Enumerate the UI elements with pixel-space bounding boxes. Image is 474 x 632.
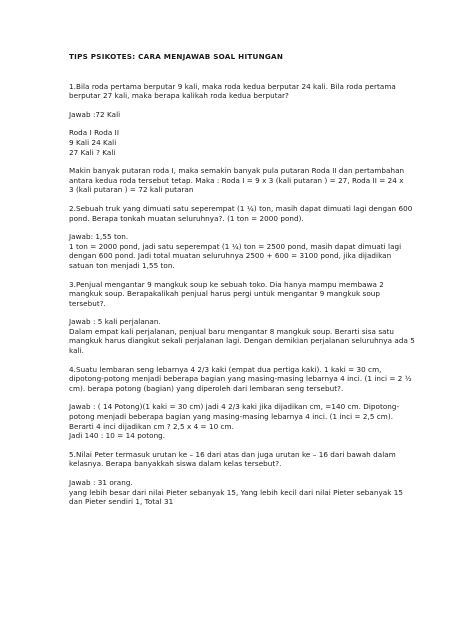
text-line: Jawab : 5 kali perjalanan. — [69, 317, 161, 327]
text-line: 2.Sebuah truk yang dimuati satu seperempat (1 ¼) ton, masih dapat dimuati lagi dengan 600 — [69, 203, 413, 213]
text-line: 1 ton = 2000 pond, jadi satu seperempat (1 ¼) ton = 2500 pond, masih dapat dimuati lagi — [69, 241, 402, 251]
text-line: Berarti 4 inci dijadikan cm ? 2,5 x 4 = 10 cm. — [69, 421, 234, 431]
text-line: satuan ton menjadi 1,55 ton. — [69, 260, 175, 270]
text-line: 3 (kali putaran ) = 72 kali putaran — [69, 185, 194, 195]
text-line: Dalam empat kali perjalanan, penjual baru mengantar 8 mangkuk soup. Berarti sisa satu — [69, 326, 395, 336]
paragraph — [69, 166, 421, 195]
text-line: Jadi 140 : 10 = 14 potong. — [69, 431, 166, 441]
text-line: 3.Penjual mengantar 9 mangkuk soup ke sebuah toko. Dia hanya mampu membawa 2 — [69, 279, 384, 289]
text-line: Roda I Roda II — [69, 128, 119, 138]
text-line: dengan 600 pond. Jadi total muatan seluruhnya 2500 + 600 = 3100 pond, jika dijadikan — [69, 251, 392, 261]
text-line: pond. Berapa tonkah muatan seluruhnya?. (1 ton = 2000 pond). — [69, 213, 304, 223]
text-line: berputar 27 kali, maka berapa kalikah roda kedua berputar? — [69, 91, 289, 101]
text-line: dan Pieter sendiri 1, Total 31 — [69, 497, 174, 507]
paragraph — [69, 110, 421, 120]
paragraph — [69, 280, 421, 309]
paragraph — [69, 478, 421, 507]
paragraph — [69, 128, 421, 157]
paragraph — [69, 402, 421, 440]
text-line: 5.Nilai Peter termasuk urutan ke – 16 dari atas dan juga urutan ke – 16 dari bawah dalam — [69, 449, 396, 459]
text-line: yang lebih besar dari nilai Pieter sebanyak 15, Yang lebih kecil dari nilai Pieter sebanyak 15 — [69, 487, 404, 497]
paragraph — [69, 232, 421, 270]
text-line: mangkuk soup. Berapakalikah penjual harus pergi untuk mengantar 9 mangkuk soup — [69, 289, 381, 299]
text-line: Jawab :72 Kali — [69, 109, 121, 119]
text-line: kelasnya. Berapa banyakkah siswa dalam kelas tersebut?. — [69, 459, 282, 469]
text-line: kali. — [69, 346, 84, 356]
document-body — [69, 82, 421, 507]
document-title: TIPS PSIKOTES: CARA MENJAWAB SOAL HITUNGAN — [69, 52, 284, 61]
paragraph — [69, 204, 421, 223]
text-line: 4.Suatu lembaran seng lebarnya 4 2/3 kaki (empat dua pertiga kaki). 1 kaki = 30 cm, — [69, 364, 382, 374]
text-line: cm). berapa potong (bagian) yang diperoleh dari lembaran seng tersebut?. — [69, 383, 344, 393]
text-line: tersebut?. — [69, 298, 106, 308]
text-line: 9 Kali 24 Kali — [69, 137, 117, 147]
paragraph — [69, 82, 421, 101]
text-line: 27 Kali ? Kali — [69, 147, 116, 157]
text-line: dipotong-potong menjadi beberapa bagian yang masing-masing lebarnya 4 inci. (1 inci = 2 ½ — [69, 374, 412, 384]
text-line: 1.Bila roda pertama berputar 9 kali, maka roda kedua berputar 24 kali. Bila roda pertama — [69, 81, 396, 91]
text-line: potong menjadi beberapa bagian yang masing-masing lebarnya 4 inci. (1 inci = 2,5 cm). — [69, 412, 394, 422]
text-line: Jawab: 1,55 ton. — [69, 232, 129, 242]
text-line: Jawab : 31 orang. — [69, 478, 133, 487]
document-page — [69, 52, 421, 516]
paragraph — [69, 317, 421, 355]
text-line: antara kedua roda tersebut tetap. Maka : Roda I = 9 x 3 (kali putaran ) = 27, Roda II = 24 x — [69, 175, 404, 185]
paragraph — [69, 450, 421, 469]
paragraph — [69, 365, 421, 394]
text-line: Jawab : ( 14 Potong)(1 kaki = 30 cm) jadi 4 2/3 kaki jika dijadikan cm, =140 cm. Dipotong- — [69, 402, 400, 412]
text-line: Makin banyak putaran roda I, maka semakin banyak pula putaran Roda II dan pertambahan — [69, 166, 405, 176]
text-line: mangkuk harus diangkut sekali perjalanan lagi. Dengan demikian perjalanan seluruhnya ada 5 — [69, 336, 415, 346]
